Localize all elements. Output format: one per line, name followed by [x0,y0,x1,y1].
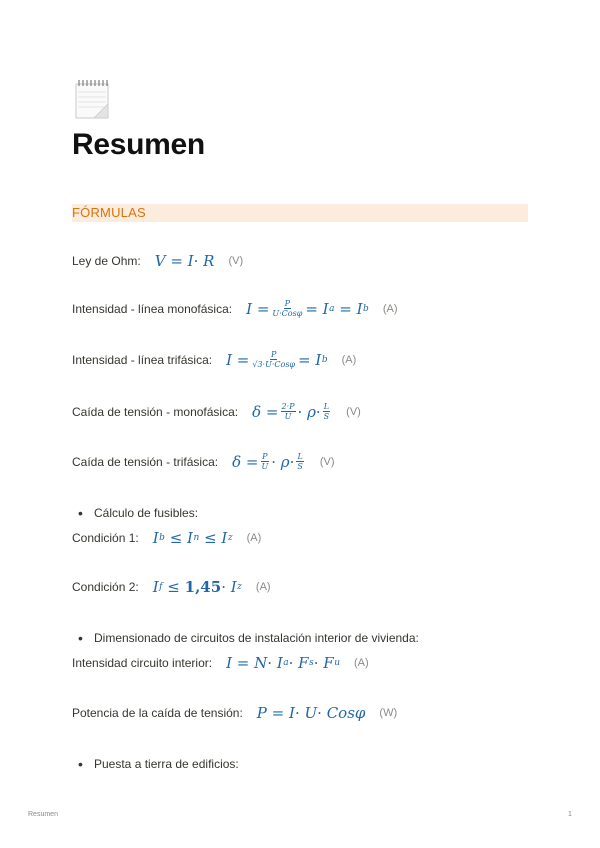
formula-row-tri-current [72,350,356,369]
formula-label: Potencia de la caída de tensión: [72,706,243,720]
formula-unit: (A) [353,657,369,669]
formula-label: Intensidad circuito interior: [72,656,213,670]
formula-row-condition-1 [72,529,261,547]
section-heading-text: FÓRMULAS [72,205,146,220]
formula-math: I f ≤ 1,45 · I z [152,578,242,596]
formula-math: I = $\frac{P}{\text{√3·U·Cosφ}}$ = I b [226,350,328,369]
bullet-dimensioning [80,631,419,645]
bullet-grounding [80,757,239,771]
formula-unit: (A) [246,532,262,544]
formula-row-mono-current [72,299,397,318]
section-heading-formulas [72,204,528,222]
formula-label: Intensidad - línea monofásica: [72,301,233,316]
bullet-fuses [80,506,198,520]
formula-math: δ = $\frac{P}{U}$ · ρ · $\frac{L}{S}$ [232,452,303,471]
formula-unit: (V) [319,455,335,468]
formula-label: Caída de tensión - trifásica: [72,454,219,469]
formula-label: Condición 2: [72,580,139,594]
formula-unit: (A) [382,302,398,315]
formula-label: Condición 1: [72,531,139,545]
notepad-icon [74,78,112,120]
formula-unit: (V) [346,405,361,418]
formula-label: Ley de Ohm: [72,254,141,268]
formula-math: V = I · R [154,252,215,270]
formula-row-condition-2 [72,578,271,596]
formula-math: I b ≤ I n ≤ I z [152,529,233,547]
formula-label: Intensidad - línea trifásica: [72,352,213,367]
bullet-text: Puesta a tierra de edificios: [94,757,239,771]
formula-label: Caída de tensión - monofásica: [72,404,239,419]
formula-unit: (W) [379,707,398,719]
formula-row-power-drop [72,704,397,722]
formula-math: I = N · I a · F s · F u [226,654,340,672]
formula-unit: (V) [228,255,244,267]
formula-unit: (A) [255,581,271,593]
formula-row-tri-drop [72,452,335,471]
footer-doc-name: Resumen [28,811,58,818]
formula-math: P = I · U · Cosφ [256,704,366,722]
footer-page-number: 1 [568,811,572,818]
formula-math: δ = $\frac{2\cdot P}{U}$ · ρ · $\frac{L}{S}$ [252,402,330,421]
formula-row-ohm [72,252,243,270]
formula-row-mono-drop [72,402,361,421]
bullet-text: Cálculo de fusibles: [94,506,199,520]
bullet-text: Dimensionado de circuitos de instalación interior de vivienda: [94,631,419,645]
formula-row-interior-current [72,654,369,672]
page-title: Resumen [72,128,205,161]
formula-math: I = $\frac{P}{\text{U·Cosφ}}$ = I a = I b [246,299,369,318]
formula-unit: (A) [341,353,357,366]
